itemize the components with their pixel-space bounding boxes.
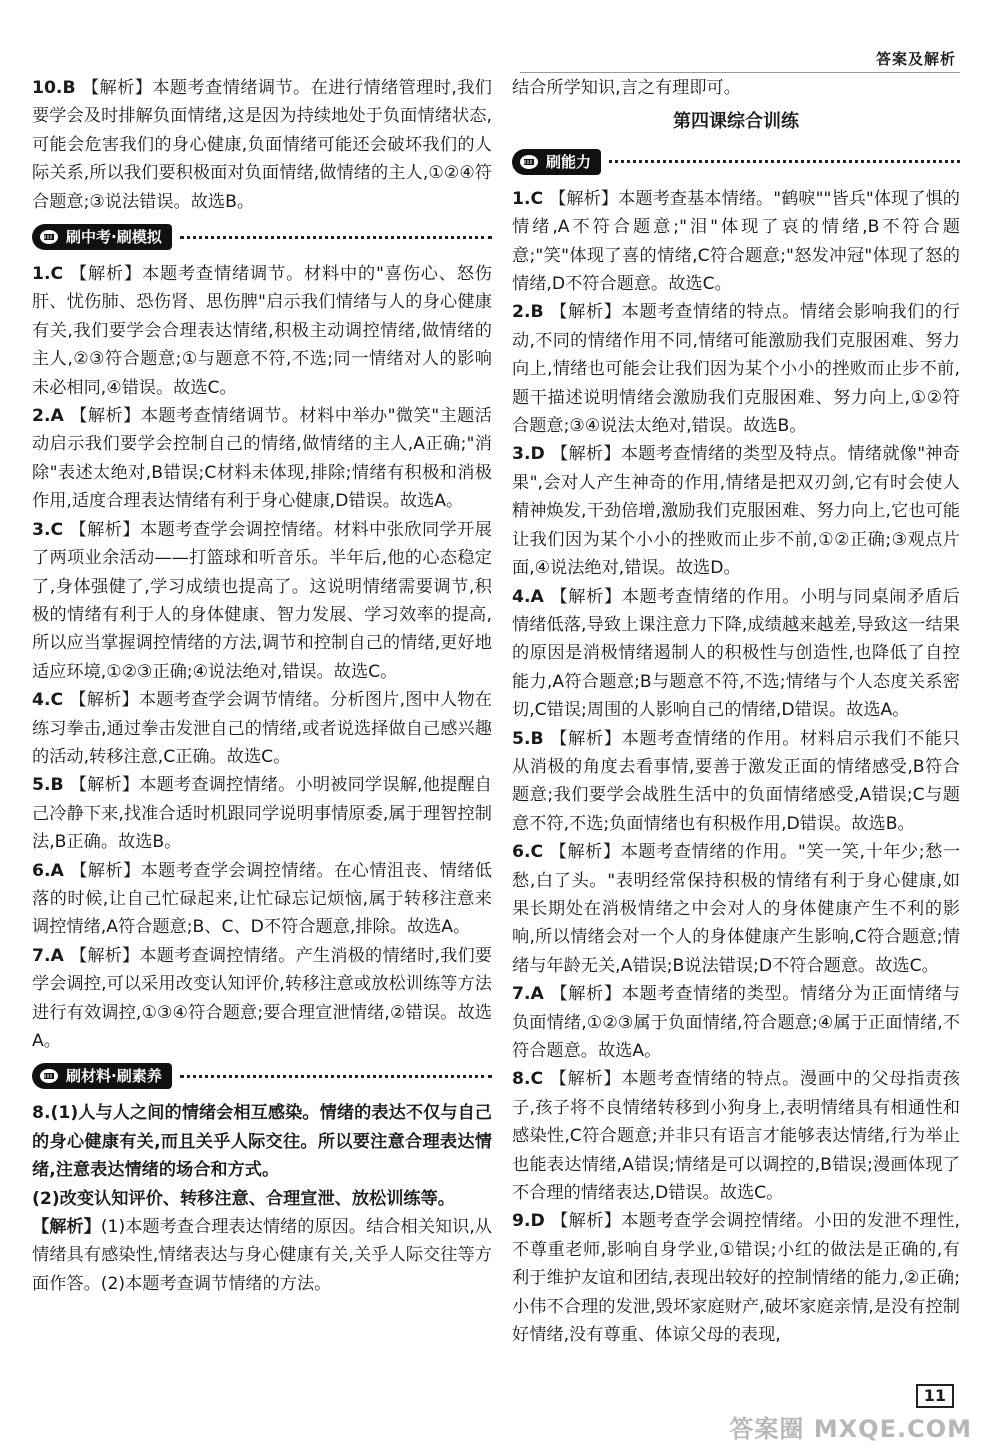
question-number: 4. [32, 690, 51, 711]
question-item [512, 1207, 960, 1349]
dotted-rule [180, 1075, 492, 1078]
carry-over-text: 结合所学知识,言之有理即可。 [512, 78, 741, 98]
page-number-box: 11 [916, 1384, 954, 1408]
question-number: 4. [512, 586, 531, 607]
question-item [512, 298, 960, 440]
explanation-text: 【解析】本题考查调控情绪。产生消极的情绪时,我们要学会调控,可以采用改变认知评价,转移注意或放松训练等方法进行有效调控,①③④符合题意;要合理宣泄情绪,②错误。故选A。 [32, 945, 492, 1051]
question-number: 6. [32, 860, 51, 881]
question-number: 9. [512, 1211, 531, 1232]
section-badge [512, 149, 601, 175]
brush-icon [38, 228, 60, 246]
section-label: 刷材料·刷素养 [66, 1067, 162, 1086]
question-item [32, 260, 492, 402]
explanation-text: 【解析】本题考查情绪的类型及特点。情绪就像"神奇果",会对人产生神奇的作用,情绪是把双刃剑,它有时会使人精神焕发,干劲倍增,激励我们克服困难、努力向上,它也可能让我们因为某个小小的挫败而止步不前,①②正确;③观点片面,④说法绝对,错误。故选D。 [512, 444, 960, 579]
explanation-text: 【解析】本题考查基本情绪。"鹤唳""皆兵"体现了惧的情绪,A不符合题意;"泪"体现了哀的情绪,B不符合题意;"笑"体现了喜的情绪,C符合题意;"怒发冲冠"体现了怒的情绪,D不符合题意。故选C。 [512, 188, 960, 295]
header-rule [520, 72, 960, 73]
dotted-rule [180, 236, 492, 239]
question-item [32, 686, 492, 771]
dotted-rule [609, 160, 960, 163]
section-header [512, 145, 960, 179]
answer-letter: D [530, 1211, 545, 1232]
section-title: 第四课综合训练 [673, 111, 799, 133]
page-header: 答案及解析 [875, 50, 956, 68]
answer-letter: C [530, 1069, 544, 1090]
question-item-8 [32, 1099, 492, 1184]
answer-part-2: (2)改变认知评价、转移注意、合理宣泄、放松训练等。 [32, 1188, 455, 1209]
explanation-text: 【解析】本题考查学会调节情绪。分析图片,图中人物在练习拳击,通过拳击发泄自己的情绪,或者说选择做自己感兴趣的活动,转移注意,C正确。故选C。 [32, 690, 492, 767]
question-number: 2. [512, 302, 531, 323]
section1-items [32, 260, 492, 1055]
explanation-text: 【解析】本题考查学会调控情绪。小田的发泄不理性,不尊重老师,影响自身学业,①错误;小红的做法是正确的,有利于维护友谊和团结,表现出较好的控制情绪的能力,②正确;小伟不合理的发泄,毁坏家庭财产,破坏家庭亲情,是没有控制好情绪,没有尊重、体谅父母的表现, [512, 1211, 960, 1346]
question-number: 3. [512, 444, 531, 465]
question-item [512, 838, 960, 980]
explanation-text: 【解析】本题考查情绪的特点。漫画中的父母指责孩子,孩子将不良情绪转移到小狗身上,表明情绪具有相通性和感染性,C符合题意;并非只有语言才能够表达情绪,行为举止也能表达情绪,A错误;情绪是可以调控的,B错误;漫画体现了不合理的情绪表达,D错误。故选C。 [512, 1069, 960, 1204]
question-item [32, 857, 492, 942]
question-item [512, 185, 960, 299]
answer-part-1: (1)人与人之间的情绪会相互感染。情绪的表达不仅与自己的身心健康有关,而且关乎人际交往。所以要注意合理表达情绪,注意表达情绪的场合和方式。 [32, 1103, 492, 1181]
explanation-text: 【解析】本题考查情绪的作用。"笑一笑,十年少;愁一愁,白了头。"表明经常保持积极的情绪有利于身心健康,如果长期处在消极情绪之中会对人的身体健康产生不利的影响,所以情绪会对一个人的身体健康产生影响,C符合题意;情绪与年龄无关,A错误;B说法错误;D不符合题意。故选C。 [512, 842, 960, 976]
explanation-text: 【解析】本题考查情绪的特点。情绪会影响我们的行动,不同的情绪作用不同,情绪可能激励我们克服困难、努力向上,情绪也可能会让我们因为某个小小的挫败而止步不前,题干描述说明情绪会激励我们克服困难、努力向上,①②符合题意;③④说法太绝对,错误。故选B。 [512, 302, 960, 437]
question-number: 7. [32, 945, 51, 966]
answer-letter: B [530, 728, 544, 749]
answer-letter: B [530, 302, 544, 323]
answer-letter: A [50, 406, 64, 427]
explanation-text: 【解析】本题考查情绪的类型。情绪分为正面情绪与负面情绪,①②③属于负面情绪,符合题意;④属于正面情绪,不符合题意。故选A。 [512, 984, 960, 1061]
answer-letter: C [50, 519, 64, 540]
answer-letter: A [50, 860, 64, 881]
answer-letter: C [530, 188, 544, 209]
explanation-text: 【解析】本题考查学会调控情绪。材料中张欣同学开展了两项业余活动——打篮球和听音乐。半年后,他的心态稳定了,身体强健了,学习成绩也提高了。这说明情绪需要调节,积极的情绪有利于人的身体健康、智力发展、学习效率的提高,所以应当掌握调控情绪的方法,调节和控制自己的情绪,更好地适应环境,①②③正确;④说法绝对,错误。故选C。 [32, 519, 492, 682]
answer-letter: A [50, 945, 64, 966]
answer-letter: B [50, 775, 64, 796]
answer-letter: C [50, 690, 64, 711]
question-item [512, 583, 960, 725]
right-items [512, 185, 960, 1350]
section-header [32, 220, 492, 254]
answer-letter: B [62, 78, 76, 98]
answer-letter: C [50, 264, 64, 285]
question-number: 3. [32, 519, 51, 540]
page-number [916, 1384, 954, 1408]
question-number: 10. [32, 78, 63, 98]
answer-letter: A [530, 984, 544, 1005]
question-number: 7. [512, 984, 531, 1005]
question-number: 5. [512, 728, 531, 749]
question-number: 8. [512, 1069, 531, 1090]
question-number: 1. [512, 188, 531, 209]
section-badge [32, 224, 172, 250]
answer-letter: A [530, 586, 544, 607]
section-badge [32, 1063, 172, 1089]
question-item [512, 440, 960, 582]
question-number: 6. [512, 842, 531, 863]
question-item [32, 771, 492, 856]
brush-icon [518, 153, 540, 171]
question-item [32, 942, 492, 1056]
explanation-tag: 【解析】 [32, 1217, 101, 1238]
question-number: 8. [32, 1103, 51, 1124]
explanation-text: 【解析】本题考查情绪的作用。小明与同桌闹矛盾后情绪低落,导致上课注意力下降,成绩越来越差,导致这一结果的原因是消极情绪遏制人的积极性与创造性,也降低了自控能力,A符合题意;B与题意不符,不选;情绪与个人态度关系密切,C错误;周围的人影响自己的情绪,D错误。故选A。 [512, 586, 960, 721]
answer-letter: D [530, 444, 545, 465]
explanation-text: (1)本题考查合理表达情绪的原因。结合相关知识,从情绪具有感染性,情绪表达与身心健康有关,关乎人际交往等方面作答。(2)本题考查调节情绪的方法。 [32, 1217, 492, 1294]
question-number: 2. [32, 406, 51, 427]
answer-letter: C [530, 842, 544, 863]
section-label: 刷中考·刷模拟 [66, 227, 162, 246]
explanation-text: 【解析】本题考查情绪的作用。材料启示我们不能只从消极的角度去看事情,要善于激发正面的情绪感受,B符合题意;我们要学会战胜生活中的负面情绪感受,A错误;C与题意不符,不选;负面情绪也有积极作用,D错误。故选B。 [512, 728, 960, 834]
question-item [32, 74, 492, 216]
question-item [512, 980, 960, 1065]
explanation [32, 1213, 492, 1298]
explanation-text: 【解析】本题考查情绪调节。在进行情绪管理时,我们要学会及时排解负面情绪,这是因为持续地处于负面情绪状态,可能会危害我们的身心健康,负面情绪可能还会破坏我们的人际关系,所以我们要积极面对负面情绪,做情绪的主人,①②④符合题意;③说法错误。故选B。 [32, 78, 492, 212]
brush-icon [38, 1067, 60, 1085]
explanation-text: 【解析】本题考查情绪调节。材料中举办"微笑"主题活动启示我们要学会控制自己的情绪,做情绪的主人,A正确;"消除"表述太绝对,B错误;C材料未体现,排除;情绪有积极和消极作用,适度合理表达情绪有利于身心健康,D错误。故选A。 [32, 406, 492, 512]
explanation-text: 【解析】本题考查情绪调节。材料中的"喜伤心、怒伤肝、忧伤肺、恐伤肾、思伤脾"启示我们情绪与人的身心健康有关,我们要学会合理表达情绪,积极主动调控情绪,做情绪的主人,②③符合题意;①与题意不符,不选;同一情绪对人的影响未必相同,④错误。故选C。 [32, 264, 492, 398]
left-column [32, 74, 492, 1298]
question-item [32, 402, 492, 516]
watermark: 答案圈 MXQE.COM [729, 1415, 972, 1443]
question-item [512, 1065, 960, 1207]
question-item [512, 725, 960, 839]
section-header [32, 1059, 492, 1093]
section-label: 刷能力 [546, 152, 592, 171]
right-column [512, 74, 960, 1349]
question-number: 1. [32, 264, 51, 285]
question-number: 5. [32, 775, 51, 796]
question-item [32, 516, 492, 686]
explanation-text: 【解析】本题考查学会调控情绪。在心情沮丧、情绪低落的时候,让自己忙碌起来,让忙碌忘记烦恼,属于转移注意来调控情绪,A符合题意;B、C、D不符合题意,排除。故选A。 [32, 860, 492, 938]
explanation-text: 【解析】本题考查调控情绪。小明被同学误解,他提醒自己冷静下来,找准合适时机跟同学说明事情原委,属于理智控制法,B正确。故选B。 [32, 775, 492, 853]
